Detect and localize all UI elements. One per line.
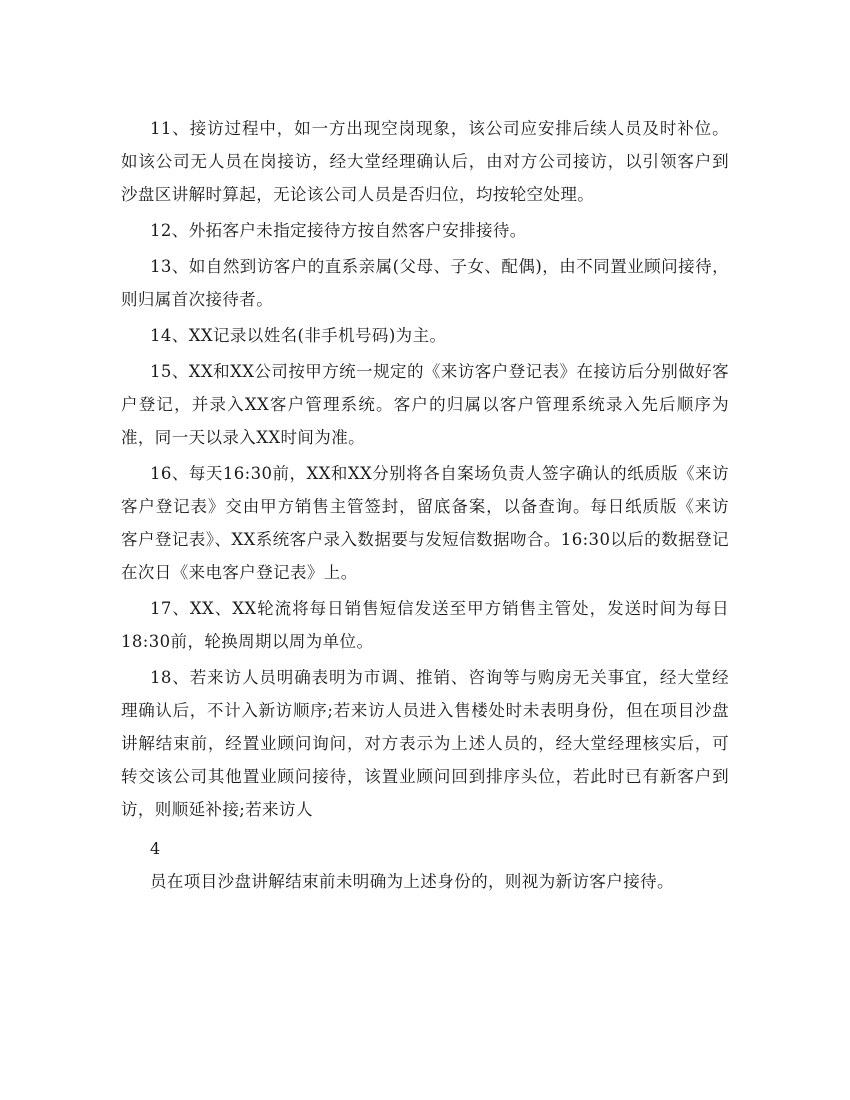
paragraph-13: 13、如自然到访客户的直系亲属(父母、子女、配偶)，由不同置业顾问接待，则归属首次接待者。 [121, 257, 729, 309]
paragraph-17: 17、XX、XX轮流将每日销售短信发送至甲方销售主管处，发送时间为每日18:30前，轮换周期以周为单位。 [121, 599, 729, 651]
document-body [121, 112, 729, 901]
paragraph-continuation: 员在项目沙盘讲解结束前未明确为上述身份的，则视为新访客户接待。 [150, 872, 674, 891]
paragraph-18: 18、若来访人员明确表明为市调、推销、咨询等与购房无关事宜，经大堂经理确认后，不计入新访顺序;若来访人员进入售楼处时未表明身份，但在项目沙盘讲解结束前，经置业顾问询问，对方表示为上述人员的，经大堂经理核实后，可转交该公司其他置业顾问接待，该置业顾问回到排序头位，若此时已有新客户到访，则顺延补接;若来访人 [121, 668, 729, 819]
paragraph-16: 16、每天16:30前，XX和XX分别将各自案场负责人签字确认的纸质版《来访客户登记表》交由甲方销售主管签封，留底备案，以备查询。每日纸质版《来访客户登记表》、XX系统客户录入数据要与发短信数据吻合。16:30以后的数据登记在次日《来电客户登记表》上。 [121, 464, 729, 582]
paragraph-14: 14、XX记录以姓名(非手机号码)为主。 [150, 326, 447, 345]
page-number: 4 [150, 839, 161, 858]
paragraph-15: 15、XX和XX公司按甲方统一规定的《来访客户登记表》在接访后分别做好客户登记，并录入XX客户管理系统。客户的归属以客户管理系统录入先后顺序为准，同一天以录入XX时间为准。 [121, 362, 729, 447]
paragraph-11: 11、接访过程中，如一方出现空岗现象，该公司应安排后续人员及时补位。如该公司无人员在岗接访，经大堂经理确认后，由对方公司接访，以引领客户到沙盘区讲解时算起，无论该公司人员是否归位，均按轮空处理。 [121, 119, 729, 204]
paragraph-12: 12、外拓客户未指定接待方按自然客户安排接待。 [150, 221, 527, 240]
